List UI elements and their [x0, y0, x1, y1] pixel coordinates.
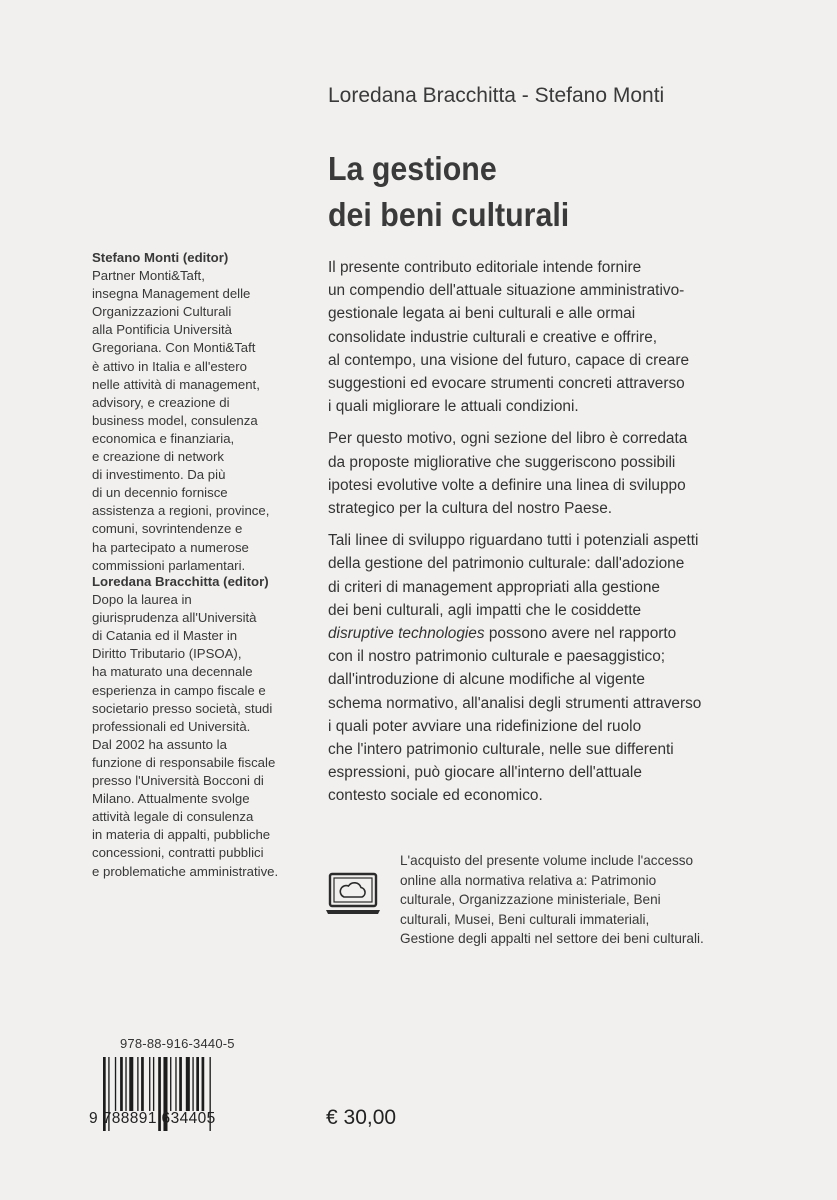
description-line: contesto sociale ed economico. — [328, 787, 543, 805]
barcode-bar — [141, 1057, 144, 1111]
description-line: da proposte migliorative che suggeriscono possibili — [328, 453, 676, 471]
promo-line: culturale, Organizzazione ministeriale, Beni — [400, 892, 661, 908]
description-line: ipotesi evolutive volte a definire una linea di sviluppo — [328, 476, 686, 494]
description-line: con il nostro patrimonio culturale e paesaggistico; — [328, 648, 666, 666]
title-line-2: dei beni culturali — [328, 196, 570, 233]
description-line: Il presente contributo editoriale intende fornire — [328, 259, 642, 276]
description-line: Per questo motivo, ogni sezione del libro è corredata — [328, 430, 688, 448]
promo-line: Gestione degli appalti nel settore dei beni culturali. — [400, 931, 704, 947]
bio-line: Dopo la laurea in — [92, 592, 192, 608]
barcode-digits: 9 788891 634405 — [89, 1110, 216, 1127]
title-line-1: La gestione — [328, 150, 497, 187]
bio-line: Organizzazioni Culturali — [92, 304, 232, 320]
bio-line: di un decennio fornisce — [92, 485, 228, 501]
bio-line: assistenza a regioni, province, — [92, 503, 270, 519]
description-line: al contempo, una visione del futuro, capace di creare — [328, 351, 690, 369]
description-line: consolidate industrie culturali e creative e offrire, — [328, 328, 658, 346]
bio-line: di Catania ed il Master in — [92, 628, 238, 644]
barcode-bar — [179, 1057, 182, 1111]
description-paragraph-1 — [328, 256, 788, 418]
promo-line: culturali, Musei, Beni culturali immateriali, — [400, 911, 650, 927]
description-line: espressioni, può giocare all'interno dell'attuale — [328, 764, 642, 782]
description-paragraph-3 — [328, 529, 788, 807]
bio-line: alla Pontificia Università — [92, 322, 232, 338]
bio-line: ha maturato una decennale — [92, 664, 253, 680]
description-line: schema normativo, all'analisi degli strumenti attraverso — [328, 694, 702, 712]
bio-line: business model, consulenza — [92, 412, 258, 428]
bio-line: Dal 2002 ha assunto la — [92, 736, 227, 752]
barcode-bar — [192, 1057, 193, 1111]
description-line: della gestione del patrimonio culturale: dall'adozione — [328, 555, 685, 573]
laptop-cloud-icon — [324, 870, 382, 918]
bio-line: esperienza in campo fiscale e — [92, 682, 266, 698]
promo-line: online alla normativa relativa a: Patrimonio — [400, 872, 657, 888]
bio-line: comuni, sovrintendenze e — [92, 521, 243, 537]
barcode-bar — [196, 1057, 199, 1111]
barcode-bar — [137, 1057, 138, 1111]
bio-line: societario presso società, studi — [92, 700, 273, 716]
barcode-bar — [153, 1057, 154, 1111]
barcode-bar — [115, 1057, 116, 1111]
description-line: i quali migliorare le attuali condizioni. — [328, 398, 579, 416]
description-line-mixed — [328, 622, 788, 645]
bio-line: presso l'Università Bocconi di — [92, 773, 264, 789]
bio-line: e creazione di network — [92, 449, 224, 465]
book-description — [328, 256, 788, 817]
description-paragraph-2 — [328, 427, 788, 520]
description-line: i quali poter avviare una ridefinizione del ruolo — [328, 717, 642, 735]
bio-line: Partner Monti&Taft, — [92, 268, 205, 284]
price: € 30,00 — [326, 1106, 397, 1129]
authors: Loredana Bracchitta - Stefano Monti — [328, 84, 665, 107]
description-line-rest: possono avere nel rapporto — [484, 625, 677, 643]
bio-line: in materia di appalti, pubbliche — [92, 827, 271, 843]
bio-line: Gregoriana. Con Monti&Taft — [92, 340, 256, 356]
bio-line: funzione di responsabile fiscale — [92, 754, 276, 770]
description-line: gestionale legata ai beni culturali e alle ormai — [328, 305, 636, 323]
barcode-bar — [149, 1057, 150, 1111]
bio-name: Loredana Bracchitta (editor) — [92, 574, 269, 589]
barcode-bar — [202, 1057, 205, 1111]
description-line: dei beni culturali, agli impatti che le cosiddette — [328, 601, 642, 619]
description-line: un compendio dell'attuale situazione amministrativo- — [328, 282, 685, 300]
bio-name: Stefano Monti (editor) — [92, 250, 229, 265]
bio-line: professionali ed Università. — [92, 718, 251, 734]
online-access-note — [400, 851, 800, 949]
bio-line: e problematiche amministrative. — [92, 863, 279, 879]
bio-line: insegna Management delle — [92, 286, 251, 302]
barcode-bar — [120, 1057, 123, 1111]
bio-line: commissioni parlamentari. — [92, 557, 246, 573]
description-line: di criteri di management appropriati alla gestione — [328, 578, 660, 596]
description-line: che l'intero patrimonio culturale, nelle sue differenti — [328, 741, 674, 759]
bio-line: Diritto Tributario (IPSOA), — [92, 646, 242, 662]
bio-line: economica e finanziaria, — [92, 430, 235, 446]
description-line: dall'introduzione di alcune modifiche al vigente — [328, 671, 645, 689]
bio-stefano-monti — [92, 249, 302, 575]
bio-loredana-bracchitta — [92, 573, 302, 881]
barcode-bar — [186, 1057, 190, 1111]
bio-line: attività legale di consulenza — [92, 809, 254, 825]
description-line: suggestioni ed evocare strumenti concreti attraverso — [328, 375, 685, 393]
bio-line: giurisprudenza all'Università — [92, 610, 257, 626]
description-line: strategico per la cultura del nostro Paese. — [328, 500, 613, 518]
book-title — [328, 146, 733, 238]
bio-line: concessioni, contratti pubblici — [92, 845, 264, 861]
promo-line: L'acquisto del presente volume include l'accesso — [400, 853, 694, 868]
isbn-number: 978-88-916-3440-5 — [120, 1036, 235, 1051]
barcode-bar — [125, 1057, 126, 1111]
bio-line: advisory, e creazione di — [92, 394, 230, 410]
italic-term: disruptive technologies — [328, 625, 485, 643]
bio-line: è attivo in Italia e all'estero — [92, 358, 247, 374]
bio-line: Milano. Attualmente svolge — [92, 791, 250, 807]
description-line: Tali linee di sviluppo riguardano tutti i potenziali aspetti — [328, 532, 699, 550]
barcode-bar — [129, 1057, 133, 1111]
barcode-bar — [175, 1057, 176, 1111]
bio-line: di investimento. Da più — [92, 467, 226, 483]
bio-line: nelle attività di management, — [92, 376, 260, 392]
bio-line: ha partecipato a numerose — [92, 539, 249, 555]
barcode-bar — [170, 1057, 171, 1111]
